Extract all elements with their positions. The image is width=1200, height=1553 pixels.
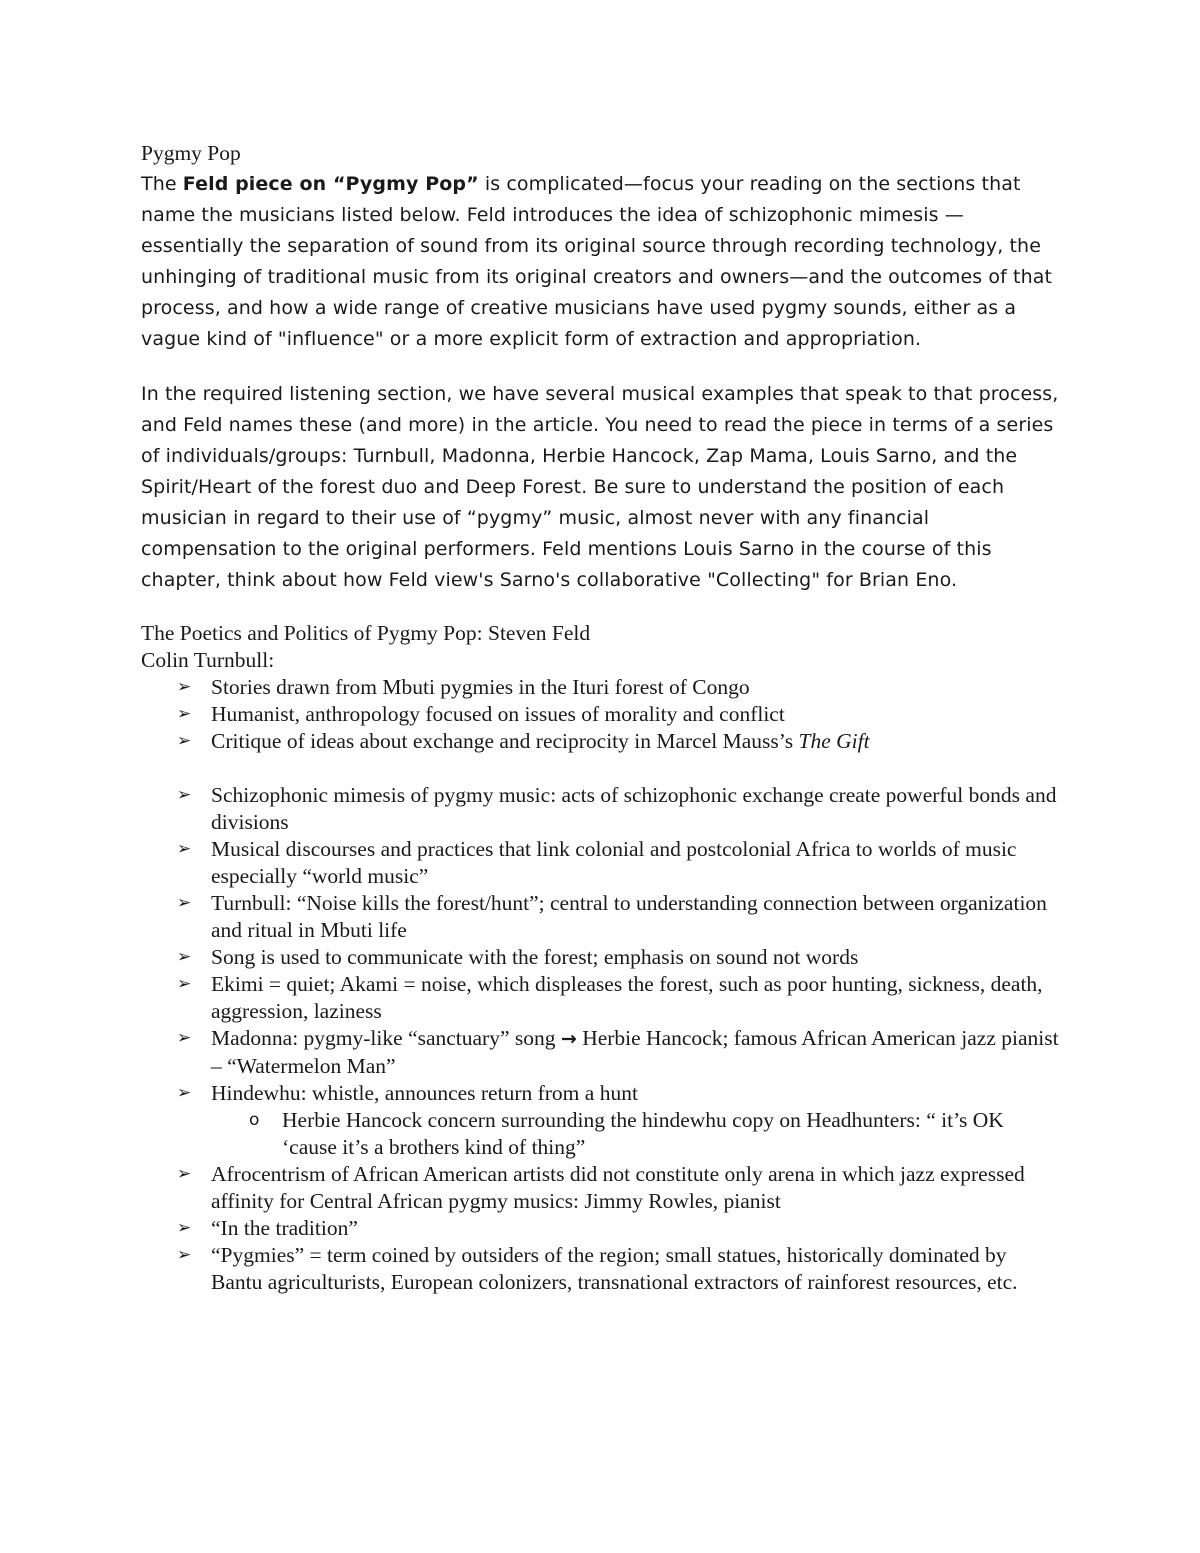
list-item	[177, 701, 1061, 728]
intro-paragraph	[141, 169, 1061, 355]
list-item	[177, 890, 1061, 944]
arrowhead-bullet-icon: ➢	[177, 704, 192, 724]
list-item	[177, 674, 1061, 701]
circle-bullet-icon: o	[249, 1110, 260, 1130]
intro-bold-text: Feld piece on “Pygmy Pop”	[182, 173, 479, 195]
arrowhead-bullet-icon: ➢	[177, 1218, 192, 1238]
list-item	[177, 1242, 1061, 1296]
sub-list-item	[249, 1107, 1061, 1161]
arrowhead-bullet-icon: ➢	[177, 1083, 192, 1103]
document-title: Pygmy Pop	[141, 141, 241, 165]
list-item	[177, 836, 1061, 890]
list-item	[177, 1215, 1061, 1242]
list-item-text: Hindewhu: whistle, announces return from a hunt	[211, 1081, 638, 1105]
arrowhead-bullet-icon: ➢	[177, 1028, 192, 1048]
arrowhead-bullet-icon: ➢	[177, 785, 192, 805]
intro-text-2: is complicated—focus your reading on the sections that name the musicians listed below. Feld introduces the idea of schizophonic mimesis —essentially the separation of sound from its original source through recording technology, the unhinging of traditional music from its original creators and owners—and the outcomes of that process, and how a wide range of creative musicians have used pygmy sounds, either as a vague kind of "influence" or a more explicit form of extraction and appropriation.	[141, 173, 1053, 350]
list-item	[177, 1025, 1061, 1080]
list-item	[177, 971, 1061, 1025]
list-item-text: Stories drawn from Mbuti pygmies in the Ituri forest of Congo	[211, 675, 750, 699]
list-item	[177, 728, 1061, 755]
list-item-text: “In the tradition”	[211, 1216, 358, 1240]
outline-title: The Poetics and Politics of Pygmy Pop: Steven Feld	[141, 621, 591, 645]
list-item	[177, 1161, 1061, 1215]
arrowhead-bullet-icon: ➢	[177, 974, 192, 994]
arrowhead-bullet-icon: ➢	[177, 839, 192, 859]
right-arrow-icon: →	[560, 1028, 577, 1050]
bullet-list	[141, 674, 1061, 1296]
list-item-text: Herbie Hancock; famous African American jazz pianist – “Watermelon Man”	[211, 1026, 1059, 1078]
list-item-text: Song is used to communicate with the forest; emphasis on sound not words	[211, 945, 859, 969]
arrowhead-bullet-icon: ➢	[177, 731, 192, 751]
arrowhead-bullet-icon: ➢	[177, 1245, 192, 1265]
outline-subtitle: Colin Turnbull:	[141, 648, 275, 672]
list-item-text: Turnbull: “Noise kills the forest/hunt”; central to understanding connection between organization and ritual in Mbuti life	[211, 891, 1047, 942]
arrowhead-bullet-icon: ➢	[177, 1164, 192, 1184]
list-item	[177, 782, 1061, 836]
listening-paragraph: In the required listening section, we have several musical examples that speak to that process, and Feld names these (and more) in the article. You need to read the piece in terms of a series of individuals/groups: Turnbull, Madonna, Herbie Hancock, Zap Mama, Louis Sarno, and the Spirit/Heart of the forest duo and Deep Forest. Be sure to understand the position of each musician in regard to their use of “pygmy” music, almost never with any financial compensation to the original performers. Feld mentions Louis Sarno in the course of this chapter, think about how Feld view's Sarno's collaborative "Collecting" for Brian Eno.	[141, 383, 1059, 591]
list-item-text: Humanist, anthropology focused on issues of morality and conflict	[211, 702, 785, 726]
list-item-text: Musical discourses and practices that link colonial and postcolonial Africa to worlds of music especially “world music”	[211, 837, 1017, 888]
document-page	[141, 140, 1061, 1296]
list-item-text: Ekimi = quiet; Akami = noise, which displeases the forest, such as poor hunting, sickness, death, aggression, laziness	[211, 972, 1043, 1023]
list-item-text: Afrocentrism of African American artists did not constitute only arena in which jazz expressed affinity for Central African pygmy musics: Jimmy Rowles, pianist	[211, 1162, 1025, 1213]
list-item-text: “Pygmies” = term coined by outsiders of the region; small statues, historically dominated by Bantu agriculturists, European colonizers, transnational extractors of rainforest resources, etc.	[211, 1243, 1018, 1294]
arrowhead-bullet-icon: ➢	[177, 677, 192, 697]
arrowhead-bullet-icon: ➢	[177, 947, 192, 967]
list-item-text: Critique of ideas about exchange and reciprocity in Marcel Mauss’s	[211, 729, 799, 753]
list-item-text: Madonna: pygmy-like “sanctuary” song	[211, 1026, 561, 1050]
list-item	[177, 1080, 1061, 1161]
sub-bullet-list	[211, 1107, 1061, 1161]
sub-list-item-text: Herbie Hancock concern surrounding the hindewhu copy on Headhunters: “ it’s OK ‘cause it’s a brothers kind of thing”	[282, 1108, 1004, 1159]
book-title: The Gift	[798, 729, 870, 753]
outline-section	[141, 620, 1061, 1296]
arrowhead-bullet-icon: ➢	[177, 893, 192, 913]
intro-text-1: The	[141, 173, 183, 195]
list-item-text: Schizophonic mimesis of pygmy music: acts of schizophonic exchange create powerful bonds and divisions	[211, 783, 1057, 834]
list-item	[177, 944, 1061, 971]
